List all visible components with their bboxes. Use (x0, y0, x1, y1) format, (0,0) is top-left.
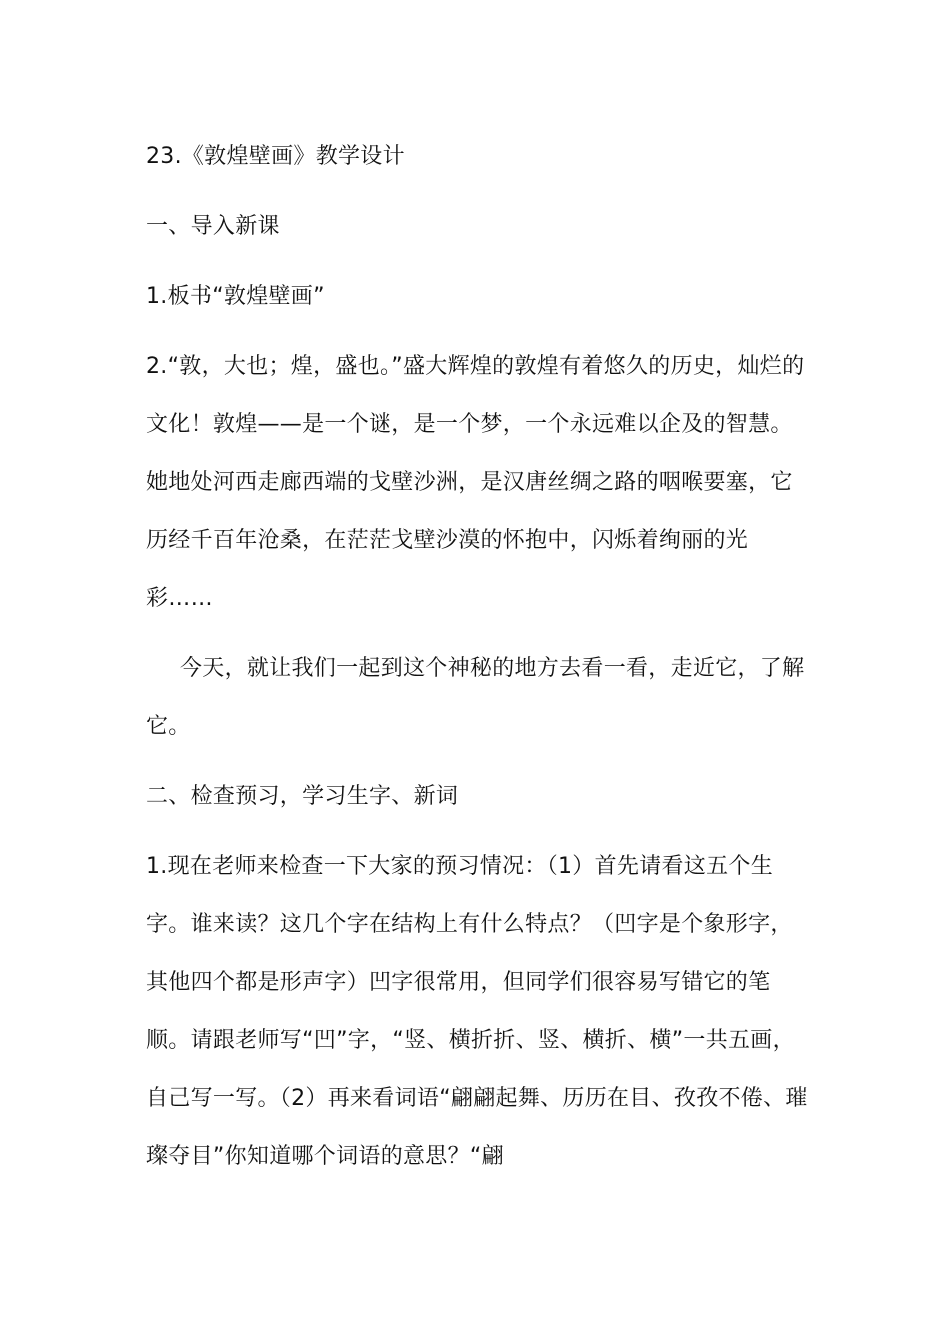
paragraph-preview-check: 1.现在老师来检查一下大家的预习情况：（1）首先请看这五个生字。谁来读？这几个字在结构上有什么特点？（凹字是个象形字，其他四个都是形声字）凹字很常用，但同学们很容易写错它的笔顺。请跟老师写“凹”字，“竖、横折折、竖、横折、横”一共五画，自己写一写。（2）再来看词语“翩翩起舞、历历在目、孜孜不倦、璀璨夺目”你知道哪个词语的意思？“翩 (146, 854, 808, 1169)
paragraph-dunhuang-intro: 2.“敦，大也；煌，盛也。”盛大辉煌的敦煌有着悠久的历史，灿烂的文化！敦煌——是一个谜，是一个梦，一个永远难以企及的智慧。她地处河西走廊西端的戈壁沙洲，是汉唐丝绸之路的咽喉要塞，它历经千百年沧桑，在茫茫戈壁沙漠的怀抱中，闪烁着绚丽的光彩…… (146, 354, 805, 611)
paragraph-blackboard: 1.板书“敦煌壁画” (146, 284, 325, 309)
document-body (146, 128, 810, 1198)
paragraph-today: 今天，就让我们一起到这个神秘的地方去看一看，走近它，了解它。 (146, 656, 805, 739)
section-heading-intro: 一、导入新课 (146, 214, 280, 239)
section-heading-preview: 二、检查预习，学习生字、新词 (146, 784, 459, 809)
document-title: 23.《敦煌壁画》教学设计 (146, 144, 405, 169)
